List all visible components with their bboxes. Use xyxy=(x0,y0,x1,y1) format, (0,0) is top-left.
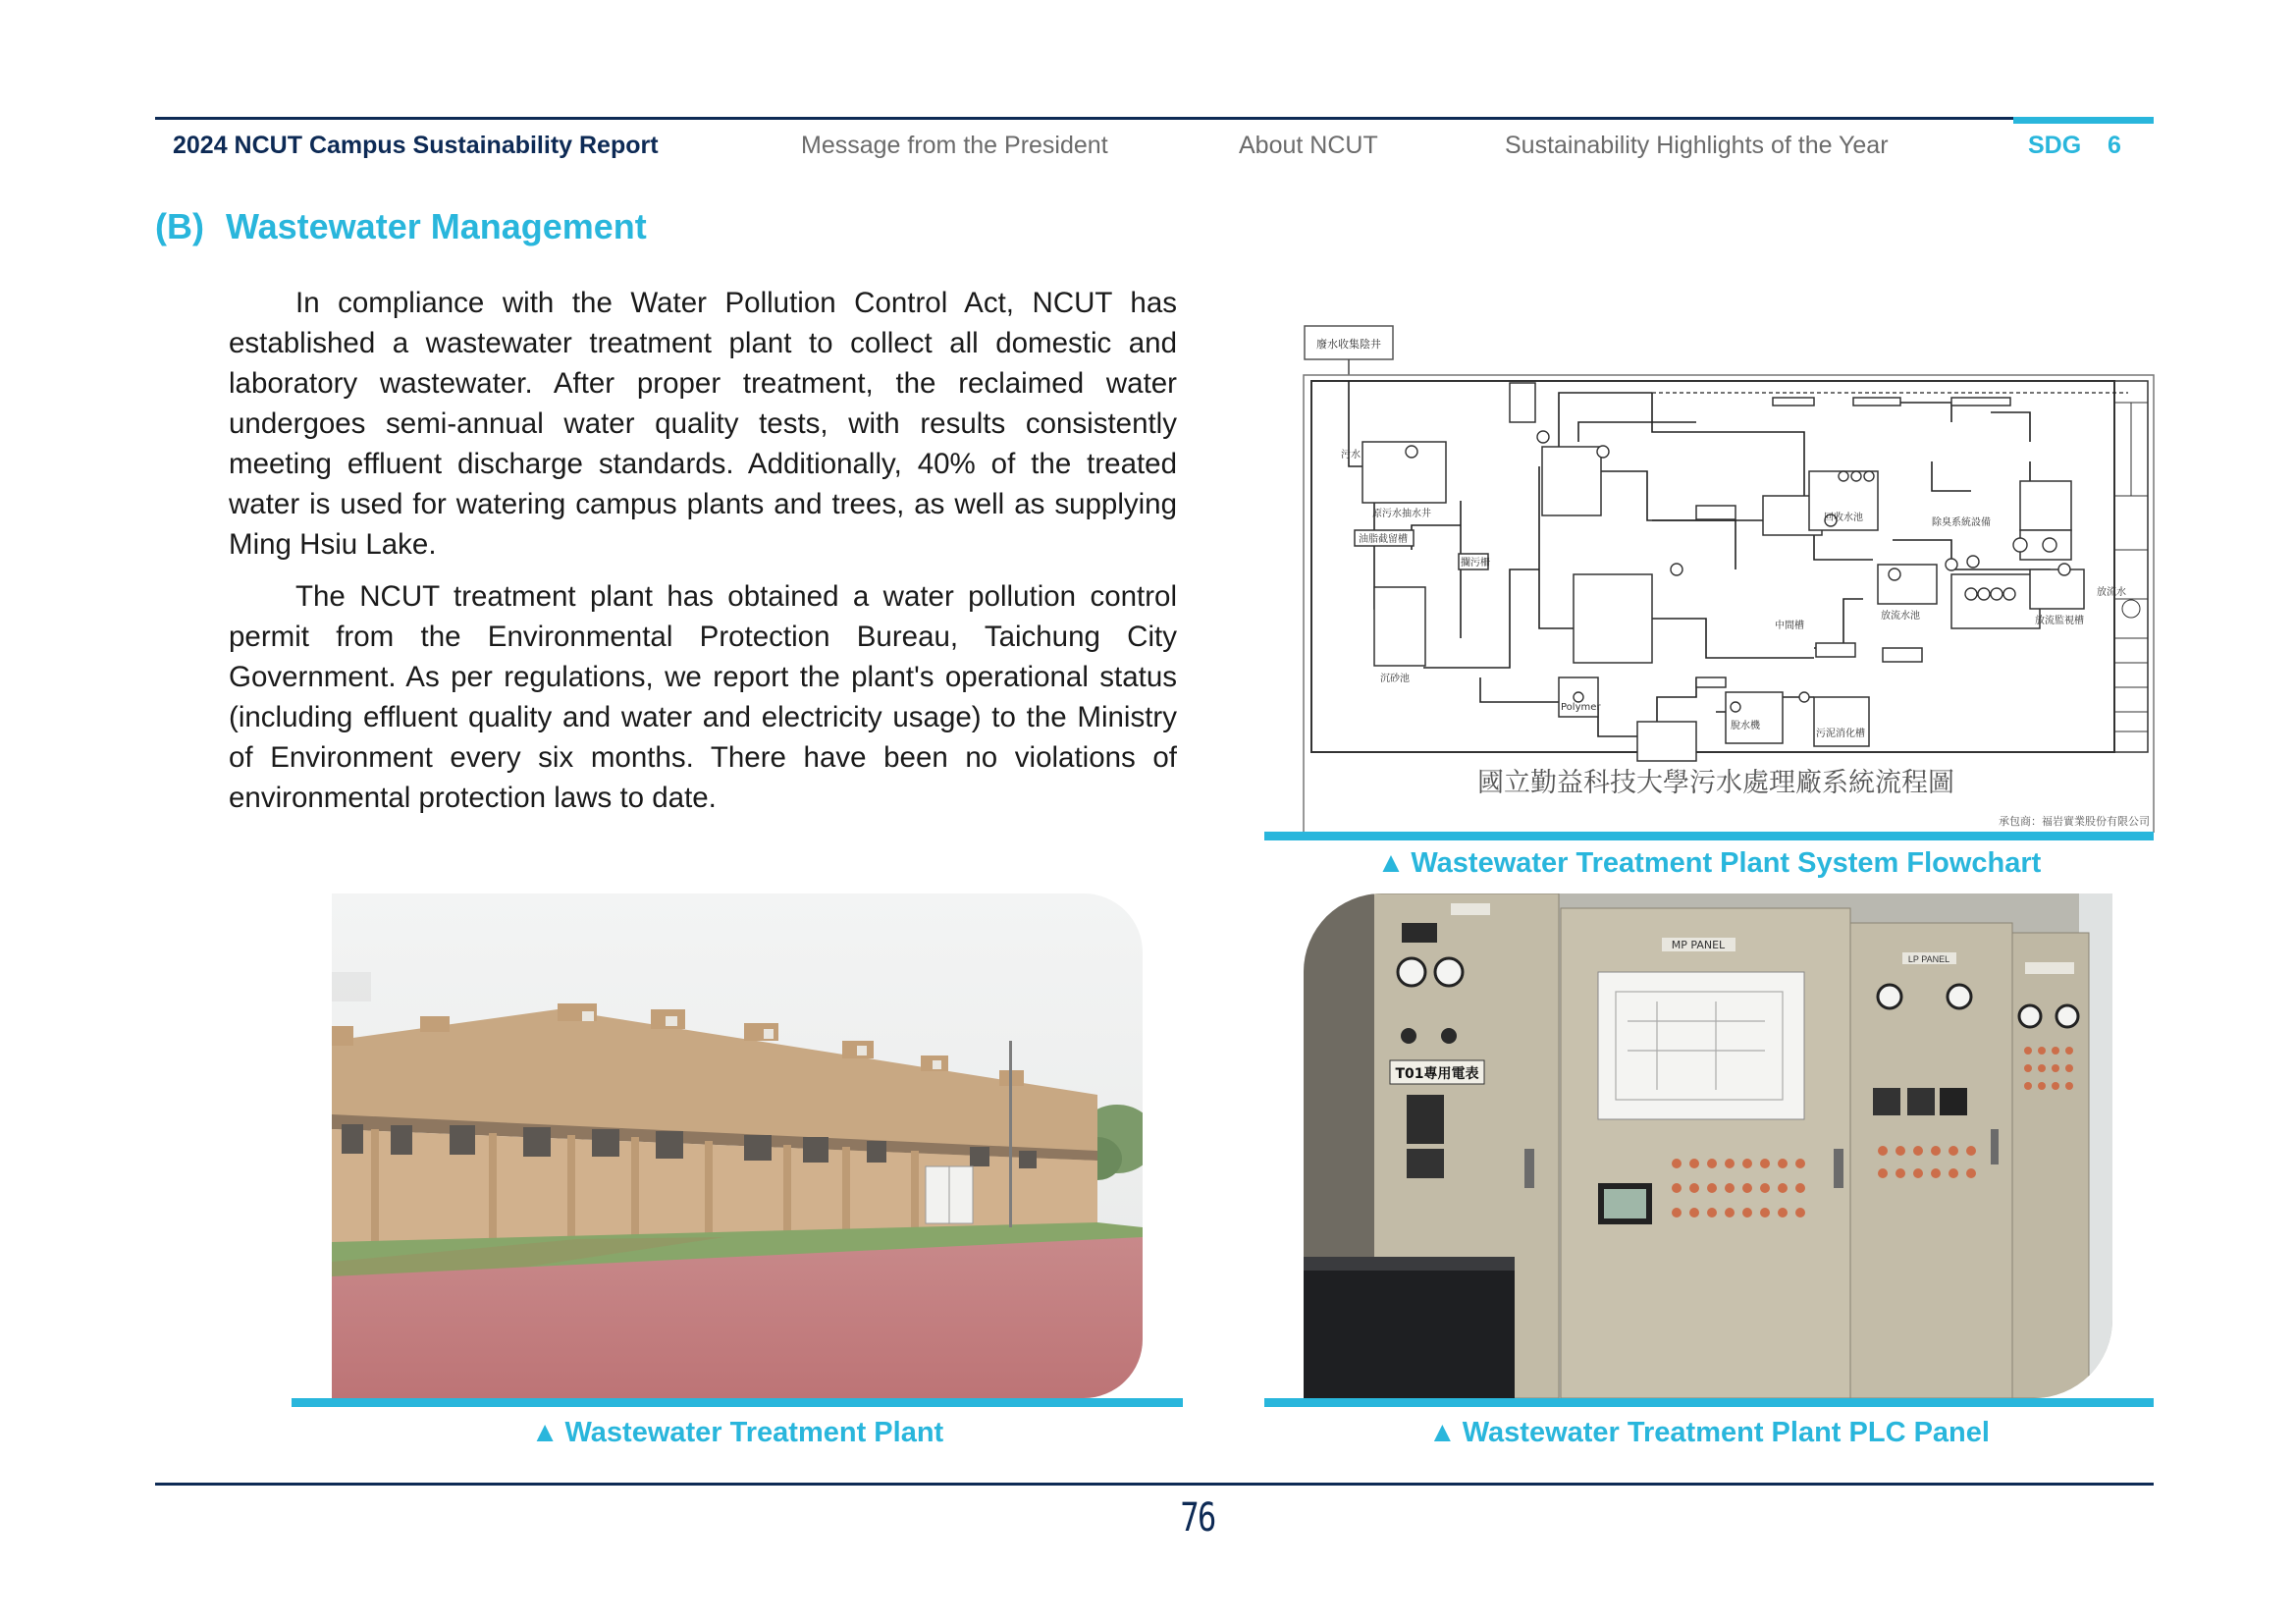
flow-label-mbr: 中間槽 xyxy=(1775,621,1804,631)
caption-flowchart xyxy=(1264,847,2154,880)
flow-label-sludge: 污泥消化槽 xyxy=(1816,729,1865,739)
flow-label-oil-grease: 油脂截留槽 xyxy=(1359,534,1408,545)
flow-label-screen: 攔污柵 xyxy=(1461,558,1490,568)
triangle-icon: ▲ xyxy=(1376,847,1406,879)
caption-flowchart-text: Wastewater Treatment Plant System Flowchart xyxy=(1411,847,2042,879)
flow-label-dewater: 脫水機 xyxy=(1731,721,1760,731)
header-accent-bar xyxy=(2013,117,2154,124)
report-title: 2024 NCUT Campus Sustainability Report xyxy=(173,132,659,159)
footer-rule xyxy=(155,1483,2154,1486)
nav-message-from-president[interactable]: Message from the President xyxy=(801,132,1108,159)
caption-plc-text: Wastewater Treatment Plant PLC Panel xyxy=(1462,1417,1990,1448)
sdg-number: 6 xyxy=(2108,132,2121,159)
flow-label-discharge: 放流水池 xyxy=(1881,611,1920,622)
nav-about-ncut[interactable]: About NCUT xyxy=(1239,132,1378,159)
caption-plc xyxy=(1264,1417,2154,1449)
photo-plc-panel xyxy=(1304,893,2112,1398)
photo-treatment-plant xyxy=(332,893,1143,1398)
flowchart-caption-bar xyxy=(1264,832,2154,840)
flow-label-monitor: 放流監視槽 xyxy=(2035,616,2084,626)
flow-label-grit: 沉砂池 xyxy=(1380,674,1410,684)
flow-label-raw-pit: 原污水抽水井 xyxy=(1372,509,1431,519)
section-title: Wastewater Management xyxy=(225,206,647,246)
flow-label-polymer: Polymer xyxy=(1561,702,1601,713)
plc-caption-bar xyxy=(1264,1398,2154,1407)
section-letter: (B) xyxy=(155,206,204,246)
plc-meter-label: T01專用電表 xyxy=(1395,1066,1479,1082)
triangle-icon: ▲ xyxy=(1428,1417,1457,1448)
paragraph-1: In compliance with the Water Pollution Control Act, NCUT has established a wastewater treatment plant to collect all domestic and laboratory wastewater. After proper treatment, the reclaimed water undergoes semi-annual water quality tests, with results consistently meeting effluent discharge standards. Additionally, 40% of the treated water is used for watering campus plants and trees, as well as supplying Ming Hsiu Lake. xyxy=(229,287,1177,561)
plc-lp-panel-label: LP PANEL xyxy=(1907,954,1950,964)
triangle-icon: ▲ xyxy=(530,1417,560,1448)
plant-caption-bar xyxy=(292,1398,1183,1407)
flow-label-wastewater: 污水 xyxy=(1341,450,1361,460)
flow-title: 國立勤益科技大學污水處理廠系統流程圖 xyxy=(1477,768,1954,798)
header-rule xyxy=(155,117,2013,120)
body-text xyxy=(229,283,1177,830)
paragraph-2: The NCUT treatment plant has obtained a water pollution control permit from the Environmental Protection Bureau, Taichung City Government. As per regulations, we report the plant's operational status (including effluent quality and water and electricity usage) to the Ministry of Environment every six months. There have been no violations of environmental protection laws to date. xyxy=(229,580,1177,814)
flow-contractor: 承包商：福岩實業股份有限公司 xyxy=(1999,815,2150,828)
flowchart-diagram xyxy=(1264,324,2158,833)
sdg-label: SDG xyxy=(2028,132,2082,159)
page-number: 76 xyxy=(1180,1495,1215,1541)
nav-sustainability-highlights[interactable]: Sustainability Highlights of the Year xyxy=(1505,132,1889,159)
caption-plant xyxy=(292,1417,1183,1449)
section-heading xyxy=(155,206,647,247)
flow-label-deodor: 除臭系統設備 xyxy=(1932,517,1991,528)
flow-top-label: 廢水收集陰井 xyxy=(1316,338,1381,351)
plc-mp-panel-label: MP PANEL xyxy=(1671,939,1726,951)
flow-label-recycle: 回收水池 xyxy=(1824,513,1863,523)
caption-plant-text: Wastewater Treatment Plant xyxy=(564,1417,944,1448)
flow-label-effluent: 放流水 xyxy=(2097,587,2126,598)
